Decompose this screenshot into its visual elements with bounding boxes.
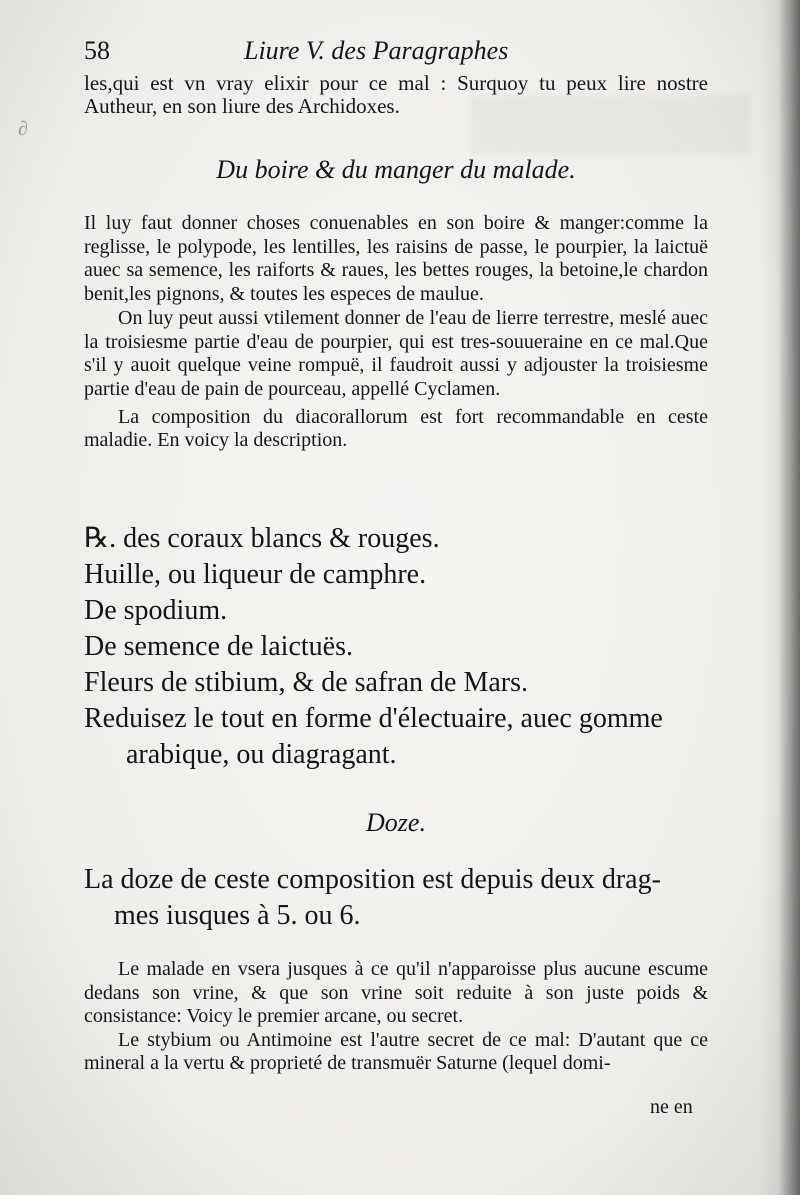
closing-paragraph: Le malade en vsera jusques à ce qu'il n'apparoisse plus aucune escume dedans son vrine, & que son vrine soit reduite à son juste poids & consistance: Voicy le premier arcane, ou secret.: [84, 958, 708, 1028]
recipe-line: Fleurs de stibium, & de safran de Mars.: [84, 667, 529, 698]
page-edge-shadow: [760, 0, 800, 1195]
recipe-line: De spodium.: [84, 595, 228, 626]
running-title: Liure V. des Paragraphes: [244, 36, 509, 65]
page-number: 58: [84, 36, 110, 65]
recipe-line: ℞. des coraux blancs & rouges.: [84, 523, 440, 554]
dose-line-continued: mes iusques à 5. ou 6.: [114, 900, 361, 931]
margin-mark: ∂: [18, 118, 28, 140]
dose-text: [84, 862, 708, 934]
doze-heading: Doze.: [366, 808, 426, 837]
recipe-final-line: Reduisez le tout en forme d'électuaire, auec gomme: [84, 703, 663, 734]
catchword: ne en: [650, 1096, 693, 1118]
closing-paragraph: Le stybium ou Antimoine est l'autre secret de ce mal: D'autant que ce mineral a la vertu & proprieté de transmuër Saturne (lequel domi-: [84, 1028, 708, 1075]
body-text: [84, 212, 708, 453]
opening-paragraph: les,qui est vn vray elixir pour ce mal : Surquoy tu peux lire nostre Autheur, en son liure des Archidoxes.: [84, 71, 708, 118]
body-paragraph: Il luy faut donner choses conuenables en son boire & manger:comme la reglisse, le polypode, les lentilles, les raisins de passe, le pourpier, la laictuë auec sa semence, les raiforts & raues, les bettes rouges, la betoine,le chardon benit,les pignons, & toutes les especes de maulue.: [84, 212, 708, 306]
recipe-list: [84, 521, 708, 773]
recipe-line: De semence de laictuës.: [84, 631, 353, 662]
recipe-line: Huille, ou liqueur de camphre.: [84, 559, 427, 590]
section-heading: Du boire & du manger du malade.: [216, 155, 576, 184]
dose-line: La doze de ceste composition est depuis deux drag-: [84, 864, 661, 895]
recipe-final-line-continued: arabique, ou diagragant.: [126, 739, 397, 770]
body-paragraph: La composition du diacorallorum est fort recommandable en ceste maladie. En voicy la description.: [84, 405, 708, 452]
body-paragraph: On luy peut aussi vtilement donner de l'eau de lierre terrestre, meslé auec la troisiesme partie d'eau de pourpier, qui est tres-souueraine en ce mal.Que s'il y auoit quelque veine rompuë, il faudroit aussi y adjouster la troisiesme partie d'eau de pain de pourceau, appellé Cyclamen.: [84, 306, 708, 400]
closing-text: [84, 958, 708, 1076]
running-head: [84, 36, 708, 68]
